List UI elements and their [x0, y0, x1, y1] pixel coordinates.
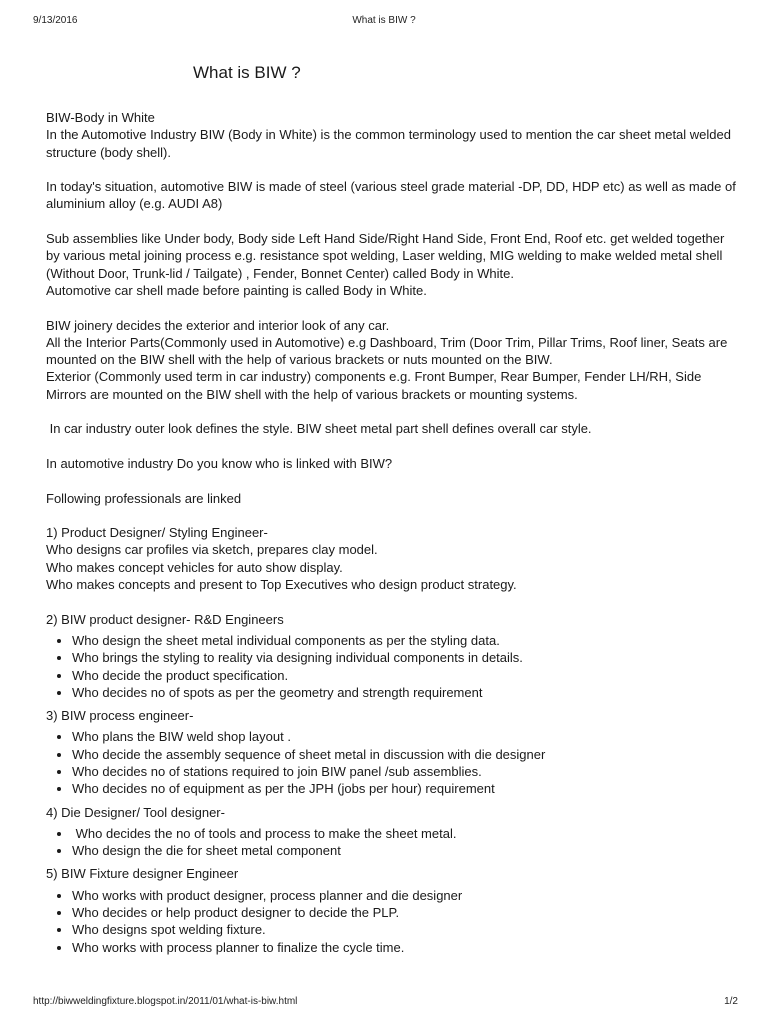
list-item: • Who decides or help product designer to decide the PLP. [72, 904, 736, 921]
bullet-list-process-engineer [46, 728, 736, 797]
list-item: • Who design the sheet metal individual components as per the styling data. [72, 632, 736, 649]
list-item: • Who design the die for sheet metal component [72, 842, 736, 859]
section-line: Who makes concept vehicles for auto show display. [46, 559, 343, 575]
question-paragraph: In automotive industry Do you know who is linked with BIW? [46, 455, 393, 471]
print-footer-page-number: 1/2 [724, 996, 738, 1007]
list-item: • Who brings the styling to reality via designing individual components in details. [72, 649, 736, 666]
list-item: • Who works with product designer, process planner and die designer [72, 887, 736, 904]
joinery-paragraph [46, 317, 736, 403]
section-heading: 2) BIW product designer- R&D Engineers [46, 611, 284, 627]
page-title: What is BIW ? [193, 63, 301, 82]
section-heading: 4) Die Designer/ Tool designer- [46, 804, 225, 820]
print-header-title: What is BIW ? [352, 15, 416, 26]
interior-parts-line: All the Interior Parts(Commonly used in Automotive) e.g Dashboard, Trim (Door Trim, Pillar Trims, Roof liner, Seats are mounted on the BIW shell with the help of various brackets or nuts mounted on the BIW. [46, 334, 728, 368]
bullet-list-die-designer [46, 825, 736, 860]
materials-paragraph: In today's situation, automotive BIW is made of steel (various steel grade material -DP, DD, HDP etc) as well as made of aluminium alloy (e.g. AUDI A8) [46, 179, 736, 212]
list-item: • Who decides no of spots as per the geometry and strength requirement [72, 684, 736, 701]
style-paragraph: In car industry outer look defines the style. BIW sheet metal part shell defines overall car style. [46, 421, 592, 437]
list-item: • Who decides no of stations required to join BIW panel /sub assemblies. [72, 763, 736, 780]
list-item: • Who designs spot welding fixture. [72, 921, 736, 938]
list-item: • Who works with process planner to finalize the cycle time. [72, 939, 736, 956]
subassemblies-summary: Automotive car shell made before painting is called Body in White. [46, 282, 427, 298]
list-item: • Who plans the BIW weld shop layout . [72, 728, 736, 745]
article-body [46, 109, 736, 956]
section-line: Who designs car profiles via sketch, prepares clay model. [46, 542, 378, 558]
print-header-date: 9/13/2016 [33, 15, 78, 26]
intro-definition: In the Automotive Industry BIW (Body in White) is the common terminology used to mention the car sheet metal welded structure (body shell). [46, 127, 731, 160]
intro-line: BIW-Body in White [46, 110, 155, 125]
bullet-list-product-designer [46, 632, 736, 701]
section-heading: 3) BIW process engineer- [46, 708, 194, 724]
exterior-parts-line: Exterior (Commonly used term in car industry) components e.g. Front Bumper, Rear Bumper, Fender LH/RH, Side Mirrors are mounted on the BIW shell with the help of various brackets or mounting systems. [46, 369, 702, 402]
list-item: • Who decide the product specification. [72, 667, 736, 684]
joinery-line: BIW joinery decides the exterior and interior look of any car. [46, 317, 390, 333]
section-line: Who makes concepts and present to Top Executives who design product strategy. [46, 577, 517, 593]
intro-paragraph [46, 109, 736, 161]
section-heading: 5) BIW Fixture designer Engineer [46, 866, 239, 882]
bullet-list-fixture-designer [46, 887, 736, 956]
list-item: • Who decides no of equipment as per the JPH (jobs per hour) requirement [72, 780, 736, 797]
subassemblies-paragraph [46, 230, 736, 299]
list-item: • Who decides the no of tools and process to make the sheet metal. [72, 825, 736, 842]
professionals-intro: Following professionals are linked [46, 490, 242, 506]
print-footer-url: http://biwweldingfixture.blogspot.in/2011/01/what-is-biw.html [33, 996, 298, 1007]
section-product-designer [46, 524, 736, 593]
list-item: • Who decide the assembly sequence of sheet metal in discussion with die designer [72, 746, 736, 763]
section-heading: 1) Product Designer/ Styling Engineer- [46, 525, 268, 541]
subassemblies-text: Sub assemblies like Under body, Body side Left Hand Side/Right Hand Side, Front End, Roof etc. get welded together by various metal joining process e.g. resistance spot welding, Laser welding, MIG welding to make welded metal shell (Without Door, Trunk-lid / Tailgate) , Fender, Bonnet Center) called Body in White. [46, 231, 725, 281]
